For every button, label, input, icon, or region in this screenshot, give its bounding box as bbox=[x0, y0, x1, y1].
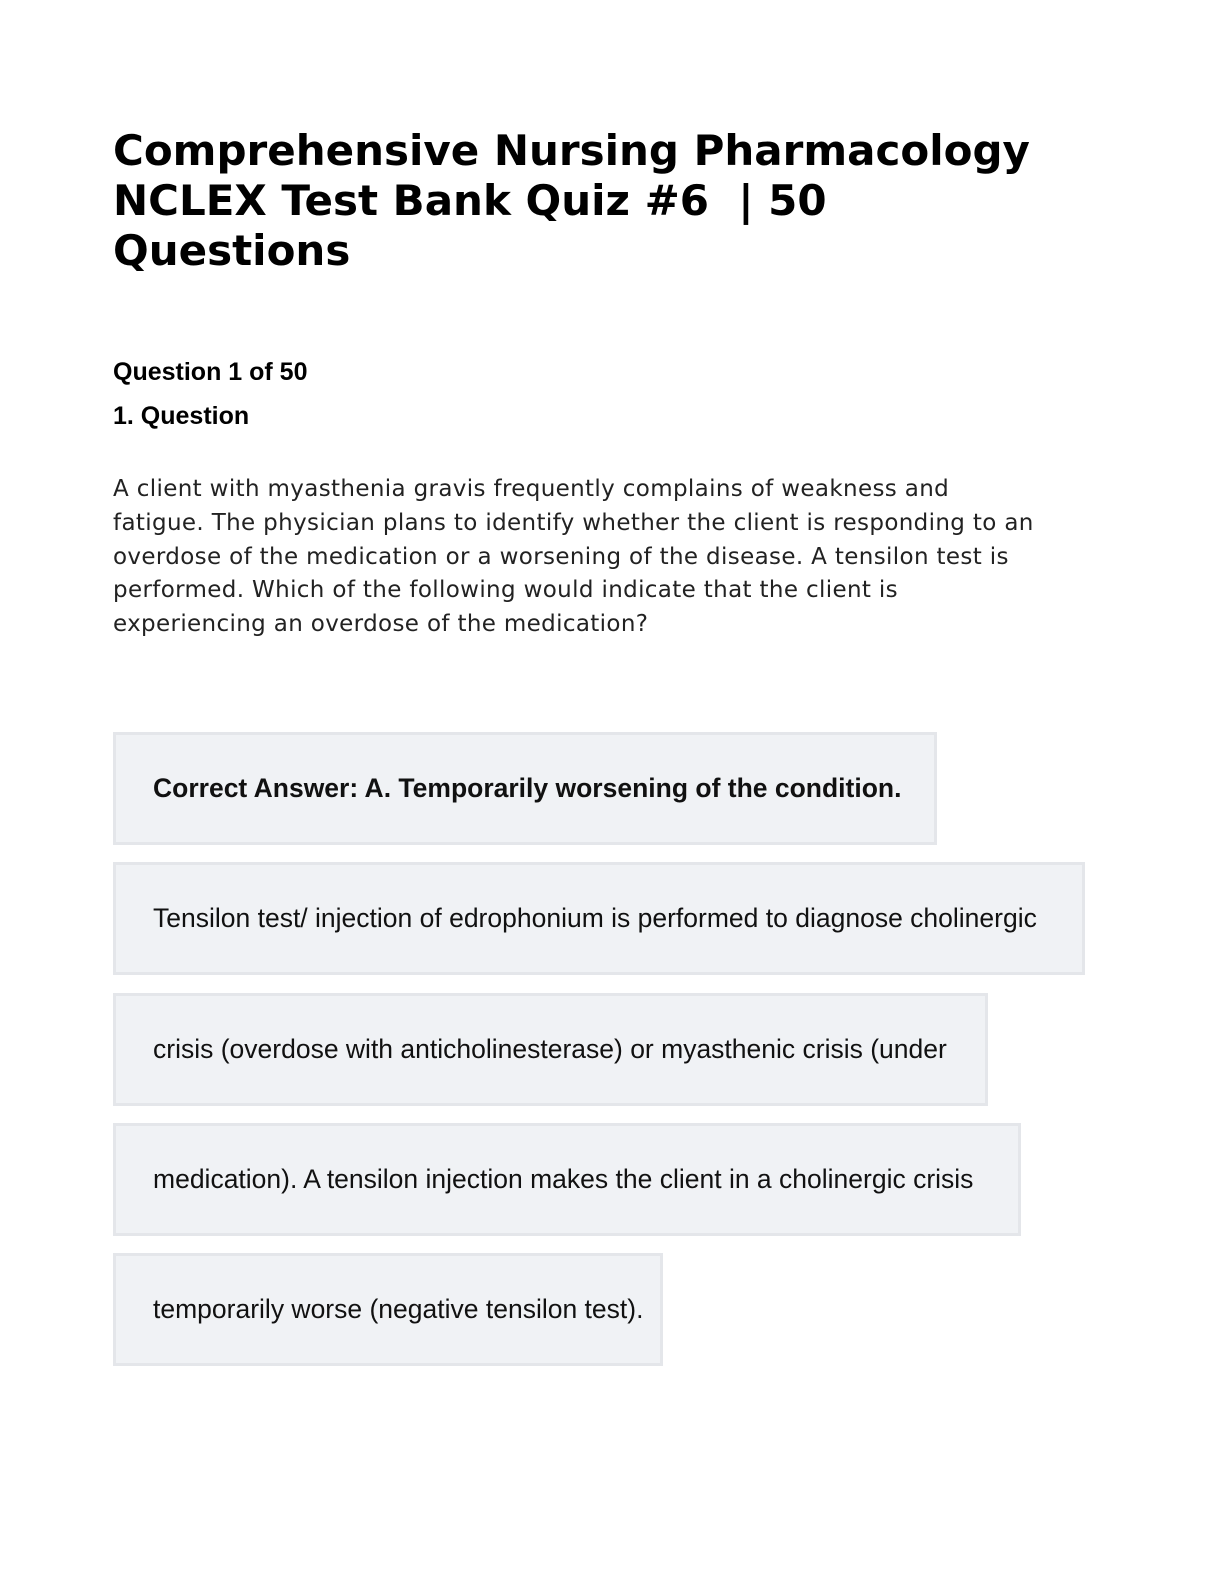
explanation-box: crisis (overdose with anticholinesterase) or myasthenic crisis (under bbox=[113, 993, 988, 1106]
page-title bbox=[113, 126, 1113, 276]
correct-answer-box: Correct Answer: A. Temporarily worsening of the condition. bbox=[113, 732, 937, 845]
question-number: 1. Question bbox=[113, 402, 250, 430]
question-text-line: overdose of the medication or a worsening of the disease. A tensilon test is bbox=[113, 543, 1009, 570]
question-text-line: fatigue. The physician plans to identify whether the client is responding to an bbox=[113, 509, 1034, 536]
page-title-line-3: Questions bbox=[113, 226, 351, 275]
question-text-line: performed. Which of the following would indicate that the client is bbox=[113, 577, 899, 604]
page-title-line-2: NCLEX Test Bank Quiz #6 | 50 bbox=[113, 176, 827, 225]
question-text bbox=[113, 473, 1113, 642]
page-title-line-1: Comprehensive Nursing Pharmacology bbox=[113, 126, 1030, 175]
explanation-box: Tensilon test/ injection of edrophonium is performed to diagnose cholinergic bbox=[113, 862, 1085, 975]
question-counter: Question 1 of 50 bbox=[113, 358, 308, 386]
explanation-box: medication). A tensilon injection makes the client in a cholinergic crisis bbox=[113, 1123, 1021, 1236]
question-text-line: A client with myasthenia gravis frequently complains of weakness and bbox=[113, 476, 950, 502]
question-text-line: experiencing an overdose of the medication? bbox=[113, 611, 649, 637]
explanation-box: temporarily worse (negative tensilon test). bbox=[113, 1253, 663, 1366]
